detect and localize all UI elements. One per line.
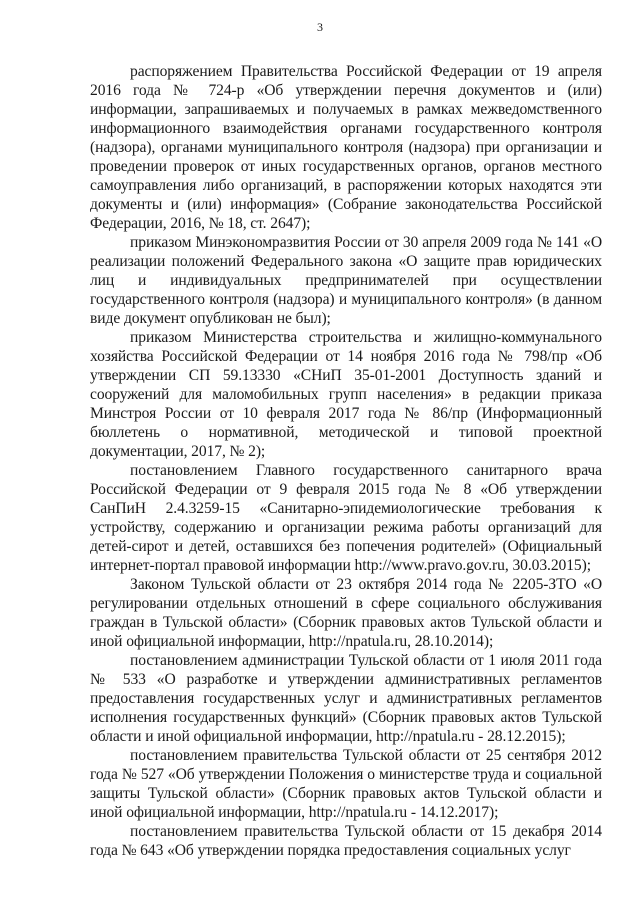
document-body	[90, 62, 602, 860]
page-number: 3	[317, 20, 323, 34]
paragraph-8: постановлением правительства Тульской области от 15 декабря 2014 года № 643 «Об утверждении порядка предоставления социальных услуг	[90, 823, 602, 859]
paragraph-3: приказом Министерства строительства и жилищно-коммунального хозяйства Российской Федерации от 14 ноября 2016 года № 798/пр «Об утверждении СП 59.13330 «СНиП 35-01-2001 Доступность зданий и сооружений для маломобильных групп населения» в редакции приказа Минстроя России от 10 февраля 2017 года № 86/пр (Информационный бюллетень о нормативной, методической и типовой проектной документации, 2017, № 2);	[90, 329, 602, 460]
paragraph-5: Законом Тульской области от 23 октября 2014 года № 2205-ЗТО «О регулировании отдельных отношений в сфере социального обслуживания граждан в Тульской области» (Сборник правовых актов Тульской области и иной официальной информации, http://npatula.ru, 28.10.2014);	[90, 576, 602, 650]
paragraph-1: распоряжением Правительства Российской Федерации от 19 апреля 2016 года № 724-р «Об утверждении перечня документов и (или) информации, запрашиваемых и получаемых в рамках межведомственного информационного взаимодействия органами государственного контроля (надзора), органами муниципального контроля (надзора) при организации и проведении проверок от иных государственных органов, органов местного самоуправления либо организаций, в распоряжении которых находятся эти документы и (или) информация» (Собрание законодательства Российской Федерации, 2016, № 18, ст. 2647);	[90, 63, 602, 232]
paragraph-6: постановлением администрации Тульской области от 1 июля 2011 года № 533 «О разработке и утверждении административных регламентов предоставления государственных услуг и административных регламентов исполнения государственных функций» (Сборник правовых актов Тульской области и иной официальной информации, http://npatula.ru - 28.12.2015);	[90, 652, 602, 745]
paragraph-2: приказом Минэкономразвития России от 30 апреля 2009 года № 141 «О реализации положений Федерального закона «О защите прав юридических лиц и индивидуальных предпринимателей при осуществлении государственного контроля (надзора) и муниципального контроля» (в данном виде документ опубликован не был);	[90, 234, 602, 327]
paragraph-4: постановлением Главного государственного санитарного врача Российской Федерации от 9 февраля 2015 года № 8 «Об утверждении СанПиН 2.4.3259-15 «Санитарно-эпидемиологические требования к устройству, содержанию и организации режима работы организаций для детей-сирот и детей, оставшихся без попечения родителей» (Официальный интернет-портал правовой информации http://www.pravo.gov.ru, 30.03.2015);	[90, 462, 602, 574]
paragraph-7: постановлением правительства Тульской области от 25 сентября 2012 года № 527 «Об утверждении Положения о министерстве труда и социальной защиты Тульской области» (Сборник правовых актов Тульской области и иной официальной информации, http://npatula.ru - 14.12.2017);	[90, 747, 602, 821]
